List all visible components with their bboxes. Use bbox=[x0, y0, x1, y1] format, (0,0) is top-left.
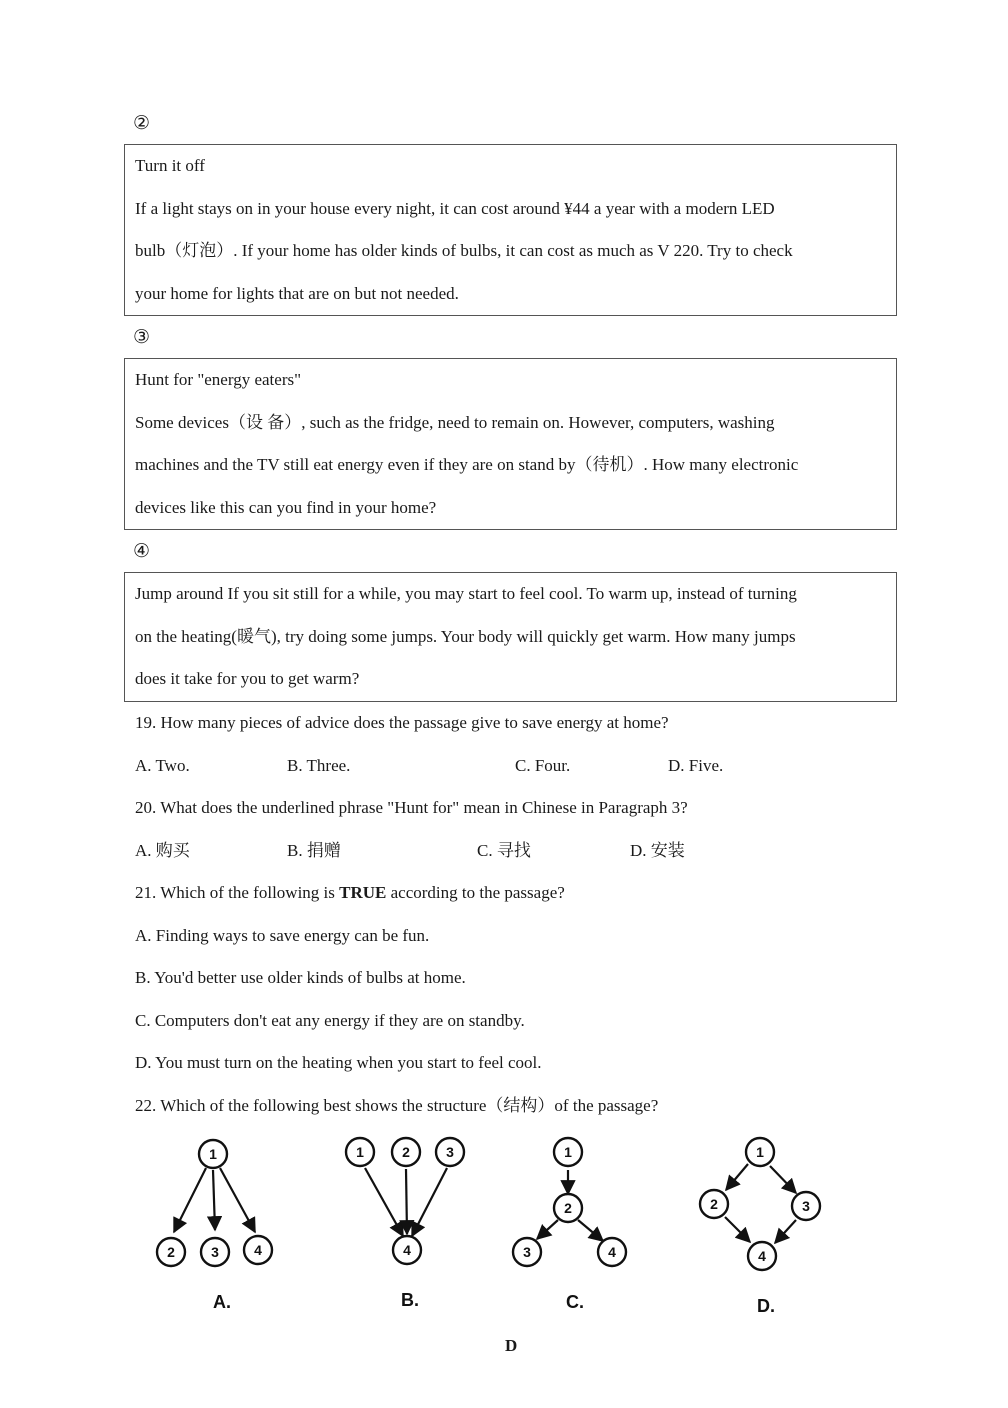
structure-diagrams bbox=[150, 1130, 850, 1330]
diagram-caption-c: C. bbox=[566, 1292, 584, 1312]
arrow bbox=[725, 1217, 750, 1242]
option-b: B. Three. bbox=[287, 756, 351, 775]
paragraph-line: Some devices（设 备）, such as the fridge, need to remain on. However, computers, washing bbox=[135, 412, 775, 432]
paragraph-box bbox=[124, 358, 897, 530]
option-d: D. You must turn on the heating when you start to feel cool. bbox=[135, 1053, 542, 1072]
paragraph-line: If a light stays on in your house every night, it can cost around ¥44 a year with a modern LED bbox=[135, 198, 775, 218]
answer-mark: D bbox=[505, 1336, 518, 1355]
arrow bbox=[406, 1169, 407, 1234]
option-a: A. Two. bbox=[135, 756, 190, 775]
arrow bbox=[775, 1220, 796, 1243]
svg-text:1: 1 bbox=[356, 1144, 364, 1160]
svg-text:3: 3 bbox=[446, 1144, 454, 1160]
paragraph-line: your home for lights that are on but not needed. bbox=[135, 283, 459, 303]
svg-text:1: 1 bbox=[564, 1144, 572, 1160]
question-21-emphasis: TRUE bbox=[339, 883, 387, 902]
question-19: 19. How many pieces of advice does the passage give to save energy at home? bbox=[135, 713, 669, 732]
arrow bbox=[770, 1166, 796, 1193]
paragraph-title: Turn it off bbox=[135, 156, 205, 175]
node bbox=[748, 1242, 776, 1270]
paragraph-line: bulb（灯泡）. If your home has older kinds of bulbs, it can cost as much as V 220. Try to check bbox=[135, 241, 793, 260]
question-22: 22. Which of the following best shows the structure（结构）of the passage? bbox=[135, 1096, 659, 1115]
svg-text:4: 4 bbox=[403, 1242, 411, 1258]
arrow bbox=[365, 1168, 403, 1236]
option-a: A. Finding ways to save energy can be fun. bbox=[135, 926, 430, 945]
paragraph-number: ③ bbox=[133, 327, 151, 348]
node bbox=[346, 1138, 374, 1166]
node bbox=[598, 1238, 626, 1266]
paragraph-line: Jump around If you sit still for a while, you may start to feel cool. To warm up, instead of turning bbox=[135, 584, 797, 603]
svg-text:1: 1 bbox=[209, 1146, 217, 1162]
option-d: D. 安装 bbox=[630, 841, 685, 860]
node bbox=[436, 1138, 464, 1166]
paragraph-line: on the heating(暖气), try doing some jumps. Your body will quickly get warm. How many jumps bbox=[135, 626, 796, 646]
option-b: B. You'd better use older kinds of bulbs at home. bbox=[135, 968, 466, 987]
arrow bbox=[174, 1168, 206, 1232]
paragraph-title: Hunt for "energy eaters" bbox=[135, 370, 302, 389]
arrow bbox=[412, 1168, 447, 1236]
option-c: C. Computers don't eat any energy if they are on standby. bbox=[135, 1011, 525, 1030]
paragraph-number: ④ bbox=[133, 541, 151, 562]
paragraph-box bbox=[124, 144, 897, 316]
paragraph-number: ② bbox=[133, 113, 151, 134]
svg-text:3: 3 bbox=[523, 1244, 531, 1260]
arrow bbox=[220, 1168, 255, 1232]
option-c: C. Four. bbox=[515, 756, 571, 775]
node bbox=[746, 1138, 774, 1166]
paragraph-line: machines and the TV still eat energy even if they are on stand by（待机）. How many electronic bbox=[135, 455, 799, 474]
svg-text:3: 3 bbox=[802, 1198, 810, 1214]
node bbox=[157, 1238, 185, 1266]
question-21 bbox=[135, 882, 565, 904]
arrow bbox=[213, 1170, 215, 1230]
node bbox=[792, 1192, 820, 1220]
option-b: B. 捐赠 bbox=[287, 841, 341, 860]
option-d: D. Five. bbox=[668, 756, 724, 775]
svg-text:2: 2 bbox=[402, 1144, 410, 1160]
diagram-caption-d: D. bbox=[757, 1296, 775, 1316]
diagram-caption-b: B. bbox=[401, 1290, 419, 1310]
node bbox=[199, 1140, 227, 1168]
svg-text:3: 3 bbox=[211, 1244, 219, 1260]
node bbox=[554, 1194, 582, 1222]
option-a: A. 购买 bbox=[135, 841, 190, 860]
svg-text:2: 2 bbox=[710, 1196, 718, 1212]
node bbox=[513, 1238, 541, 1266]
question-20: 20. What does the underlined phrase "Hunt for" mean in Chinese in Paragraph 3? bbox=[135, 798, 688, 817]
question-21-stem-start: 21. Which of the following is bbox=[135, 883, 340, 902]
option-c: C. 寻找 bbox=[477, 841, 531, 860]
paragraph-line: does it take for you to get warm? bbox=[135, 669, 360, 688]
arrow bbox=[537, 1220, 558, 1239]
node bbox=[393, 1236, 421, 1264]
node bbox=[700, 1190, 728, 1218]
svg-text:4: 4 bbox=[254, 1242, 262, 1258]
node bbox=[554, 1138, 582, 1166]
svg-text:1: 1 bbox=[756, 1144, 764, 1160]
svg-text:2: 2 bbox=[564, 1200, 572, 1216]
question-21-stem-end: according to the passage? bbox=[386, 883, 565, 902]
paragraph-line: devices like this can you find in your home? bbox=[135, 497, 437, 517]
svg-text:4: 4 bbox=[608, 1244, 616, 1260]
diagram-caption-a: A. bbox=[213, 1292, 231, 1312]
node bbox=[244, 1236, 272, 1264]
svg-text:4: 4 bbox=[758, 1248, 766, 1264]
node bbox=[392, 1138, 420, 1166]
svg-text:2: 2 bbox=[167, 1244, 175, 1260]
node bbox=[201, 1238, 229, 1266]
arrow bbox=[578, 1220, 603, 1241]
arrow bbox=[726, 1164, 748, 1190]
paragraph-box bbox=[124, 572, 897, 702]
